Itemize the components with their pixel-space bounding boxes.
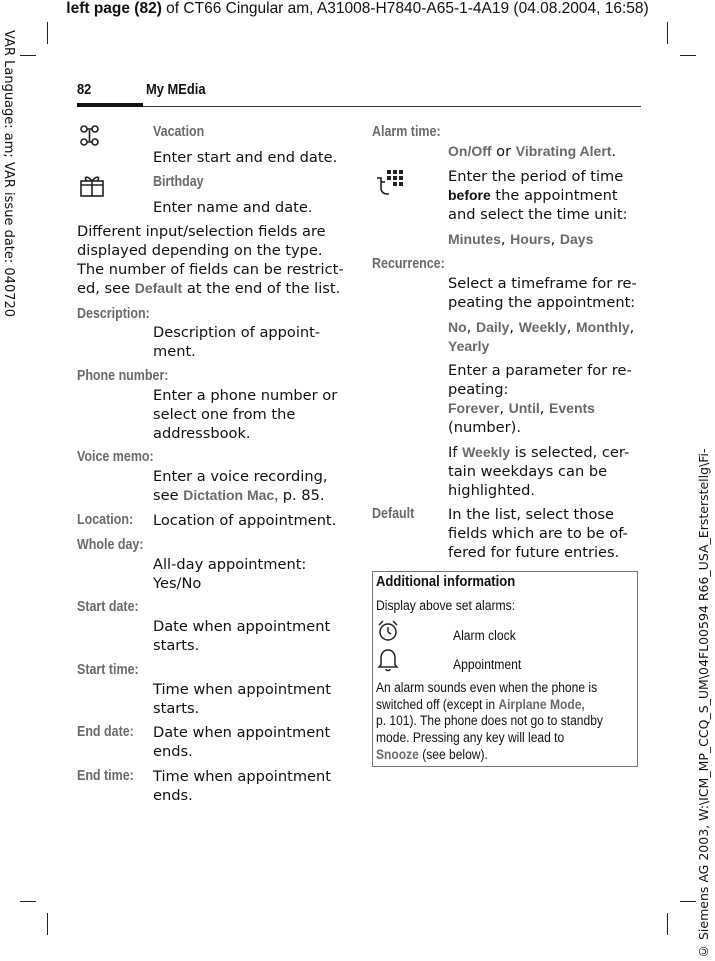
- alarm-time-label: Alarm time:: [372, 124, 441, 140]
- unit-days: Days: [559, 231, 594, 247]
- phone-line: Enter a phone number or: [153, 387, 338, 404]
- weekly-text: [448, 443, 643, 500]
- end-time-line: ends.: [153, 787, 193, 804]
- start-time-label: Start time:: [77, 662, 139, 678]
- separator: ,: [500, 231, 511, 248]
- freq-no: No: [448, 319, 467, 335]
- weekly-keyword: Weekly: [462, 444, 511, 460]
- voice-line: [153, 486, 343, 505]
- alarm-clock-label: Alarm clock: [453, 628, 516, 643]
- default-label: Default: [372, 506, 415, 522]
- intro-line: Different input/selection fields are: [77, 223, 326, 240]
- separator: ,: [566, 319, 576, 336]
- voice-page: p. 85.: [278, 487, 325, 504]
- recurrence-label: Recurrence:: [372, 256, 445, 272]
- separator: ,: [466, 319, 476, 336]
- parameter-line: Enter a parameter for re-: [448, 362, 632, 379]
- end-time-line: Time when appointment: [153, 768, 331, 785]
- intro-text: ed, see: [77, 280, 135, 297]
- birthday-label: Birthday: [153, 174, 204, 190]
- crop-mark: [667, 22, 668, 44]
- info-line: p. 101). The phone does not go to standby: [376, 713, 603, 729]
- start-date-line: Date when appointment: [153, 618, 331, 635]
- page-number: 82: [77, 81, 92, 98]
- time-units: [448, 230, 593, 249]
- intro-paragraph: [77, 222, 347, 298]
- start-date-text: [153, 617, 343, 655]
- end-time-text: [153, 767, 343, 805]
- freq-daily: Daily: [475, 319, 510, 335]
- vacation-text: Enter start and end date.: [153, 149, 338, 166]
- keypad-icon: [375, 168, 405, 196]
- snooze-keyword: Snooze: [376, 746, 419, 762]
- info-line: [376, 747, 633, 764]
- weekly-line: tain weekdays can be: [448, 463, 608, 480]
- period-rest: the appointment: [490, 187, 618, 204]
- airplane-mode-keyword: Airplane Mode,: [498, 696, 585, 712]
- unit-hours: Hours: [510, 231, 551, 247]
- parameter-line: (number).: [448, 419, 521, 436]
- crop-mark: [680, 55, 696, 56]
- end-time-label: End time:: [77, 768, 134, 784]
- freq-weekly: Weekly: [518, 319, 567, 335]
- crop-mark: [47, 913, 48, 935]
- parameter-text: [448, 361, 643, 437]
- weekly-line: [448, 443, 643, 462]
- frequency-options: [448, 318, 643, 356]
- right-margin-note: © Siemens AG 2003, W:\ICM_MP_CCQ_S_UM\04FL00594 R66_USA_Ersterstellg\Fi-: [696, 448, 711, 959]
- dictation-mac-keyword: Dictation Mac,: [183, 487, 279, 503]
- period-line: [448, 186, 638, 205]
- info-line: [376, 697, 633, 714]
- start-date-line: starts.: [153, 637, 200, 654]
- end-date-text: [153, 723, 343, 761]
- period-text: [448, 167, 638, 224]
- before-keyword: before: [448, 187, 491, 203]
- alarm-time-text: [448, 142, 616, 161]
- start-time-line: starts.: [153, 700, 200, 717]
- crop-mark: [20, 55, 36, 56]
- end-date-line: Date when appointment: [153, 724, 331, 741]
- bell-icon: [376, 647, 400, 673]
- description-text: [153, 323, 343, 361]
- weekly-rest: is selected, cer-: [510, 444, 630, 461]
- description-line: ment.: [153, 343, 196, 360]
- file-info-header: [0, 0, 715, 18]
- separator: ,: [550, 231, 560, 248]
- period-line: Enter the period of time: [448, 168, 624, 185]
- whole-day-line: All-day appointment:: [153, 556, 307, 573]
- additional-info-body: [376, 680, 633, 764]
- weekly-line: highlighted.: [448, 482, 536, 499]
- on-off-keyword: On/Off: [448, 143, 492, 159]
- intro-line: displayed depending on the type.: [77, 242, 323, 259]
- voice-line: Enter a voice recording,: [153, 468, 328, 485]
- frequency-line: [448, 318, 643, 337]
- parameter-line: [448, 399, 643, 418]
- left-margin-note: VAR Language: am; VAR issue date: 040720: [1, 30, 16, 318]
- intro-text: at the end of the list.: [182, 280, 341, 297]
- description-line: Description of appoint-: [153, 324, 321, 341]
- info-text: (see below).: [418, 746, 488, 762]
- whole-day-text: [153, 555, 343, 593]
- recurrence-line: peating the appointment:: [448, 294, 636, 311]
- separator: ,: [499, 400, 509, 417]
- location-label: Location:: [77, 512, 134, 528]
- start-time-text: [153, 680, 343, 718]
- freq-yearly: Yearly: [448, 338, 490, 354]
- page-title: My MEdia: [146, 81, 206, 98]
- default-line: fields which are to be of-: [448, 525, 628, 542]
- additional-info-title: Additional information: [376, 574, 516, 590]
- header-rule: [143, 106, 641, 107]
- info-line: mode. Pressing any key will lead to: [376, 730, 565, 746]
- file-info-bold: left page (82): [66, 0, 162, 17]
- frequency-line: [448, 337, 643, 356]
- crop-mark: [667, 913, 668, 935]
- separator: ,: [509, 319, 519, 336]
- alarm-dot: .: [611, 143, 617, 160]
- start-date-label: Start date:: [77, 599, 139, 615]
- start-time-line: Time when appointment: [153, 681, 331, 698]
- whole-day-label: Whole day:: [77, 537, 144, 553]
- location-text: Location of appointment.: [153, 512, 337, 529]
- crop-mark: [47, 22, 48, 44]
- recurrence-line: Select a timeframe for re-: [448, 275, 637, 292]
- default-line: In the list, select those: [448, 506, 614, 523]
- vibrating-alert-keyword: Vibrating Alert: [515, 143, 612, 159]
- param-forever: Forever: [448, 400, 500, 416]
- recurrence-text: [448, 274, 643, 312]
- freq-monthly: Monthly: [575, 319, 630, 335]
- appointment-label: Appointment: [453, 657, 522, 672]
- voice-memo-text: [153, 467, 343, 505]
- phone-number-text: [153, 386, 343, 443]
- separator: ,: [629, 319, 635, 336]
- param-until: Until: [508, 400, 540, 416]
- header-rule-thick: [77, 103, 143, 107]
- unit-minutes: Minutes: [448, 231, 501, 247]
- info-text: switched off (except in: [376, 696, 499, 712]
- gift-icon: [79, 172, 105, 198]
- vacation-label: Vacation: [153, 124, 205, 140]
- additional-info-subtitle: Display above set alarms:: [376, 598, 516, 613]
- whole-day-line: Yes/No: [153, 575, 202, 592]
- description-label: Description:: [77, 306, 150, 322]
- intro-line: [77, 279, 347, 298]
- param-events: Events: [549, 400, 595, 416]
- parameter-line: peating:: [448, 381, 509, 398]
- separator: ,: [539, 400, 550, 417]
- intro-line: The number of fields can be restrict-: [77, 261, 344, 278]
- end-date-line: ends.: [153, 743, 193, 760]
- weekly-if: If: [448, 444, 463, 461]
- phone-line: addressbook.: [153, 425, 251, 442]
- file-info-rest: of CT66 Cingular am, A31008-H7840-A65-1-4A19 (04.08.2004, 16:58): [161, 0, 649, 17]
- default-keyword: Default: [134, 280, 183, 296]
- default-line: fered for future entries.: [448, 544, 620, 561]
- phone-line: select one from the: [153, 406, 296, 423]
- alarm-clock-icon: [376, 619, 400, 643]
- palm-tree-icon: [79, 124, 101, 148]
- voice-memo-label: Voice memo:: [77, 449, 154, 465]
- voice-see: see: [153, 487, 184, 504]
- phone-number-label: Phone number:: [77, 368, 169, 384]
- alarm-or: or: [491, 143, 516, 160]
- end-date-label: End date:: [77, 724, 134, 740]
- birthday-text: Enter name and date.: [153, 199, 313, 216]
- info-line: An alarm sounds even when the phone is: [376, 680, 598, 695]
- crop-mark: [20, 901, 36, 902]
- period-line: and select the time unit:: [448, 206, 628, 223]
- crop-mark: [680, 901, 696, 902]
- default-text: [448, 505, 643, 562]
